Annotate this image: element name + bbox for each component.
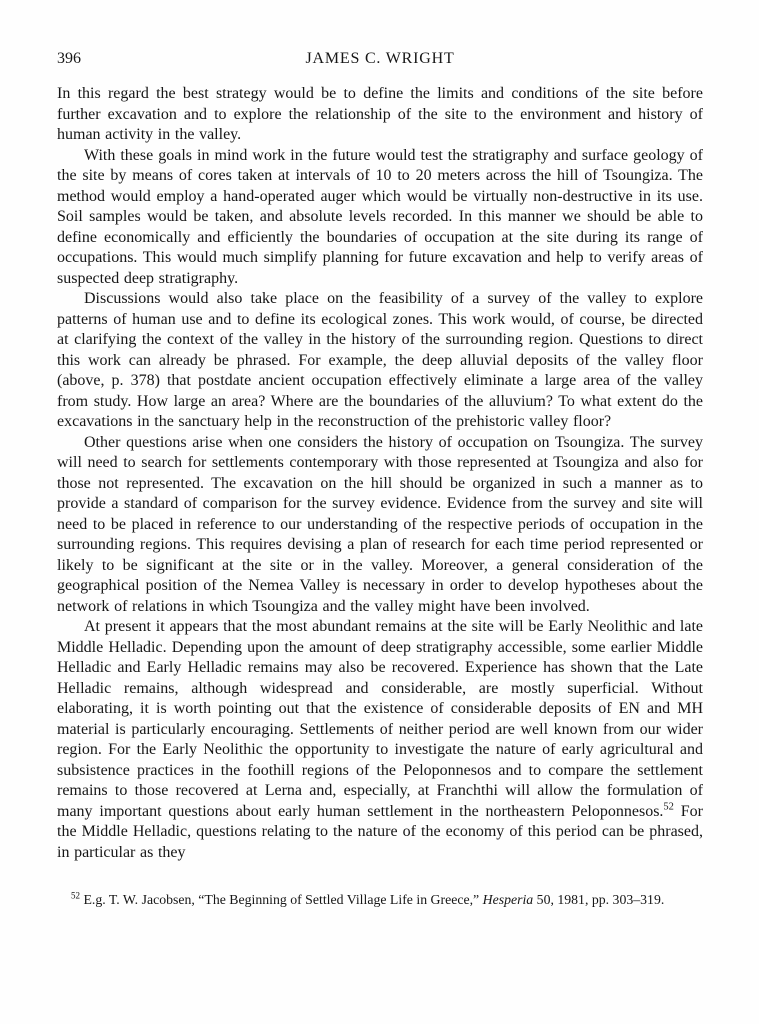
footnote-reference-52: 52 [663, 801, 674, 813]
footnote-marker: 52 [71, 890, 80, 901]
footnote-text: E.g. T. W. Jacobsen, “The Beginning of Settled Village Life in Greece,” [83, 892, 483, 907]
footnote-text: 50, 1981, pp. 303–319. [533, 892, 665, 907]
paragraph: With these goals in mind work in the future would test the stratigraphy and surface geology of the site by means of cores taken at intervals of 10 to 20 meters across the hill of Tsoungiza. The method would employ a hand-operated auger which would be virtually non-destructive in its use. Soil samples would be taken, and absolute levels recorded. In this manner we should be able to define economically and efficiently the boundaries of occupation at the site during its range of occupations. This would much simplify planning for future excavation and help to verify areas of suspected deep stratigraphy. [57, 146, 703, 287]
paragraph-text: At present it appears that the most abundant remains at the site will be Early Neolithic and late Middle Helladic. Depending upon the amount of deep stratigraphy accessible, some earlier Middle Helladic and Early Helladic remains may also be recovered. Experience has shown that the Late Helladic remains, although widespread and considerable, are mostly superficial. Without elaborating, it is worth pointing out that the existence of considerable deposits of EN and MH material is particularly encouraging. Settlements of neither period are well known from our wider region. For the Early Neolithic the opportunity to investigate the nature of early agricultural and subsistence practices in the foothill regions of the Peloponnesos and to compare the settlement remains to those recovered at Lerna and, especially, at Franchthi will allow the formulation of many important questions about early human settlement in the northeastern Peloponnesos. [57, 618, 703, 820]
paragraph: Other questions arise when one considers the history of occupation on Tsoungiza. The survey will need to search for settlements contemporary with those represented at Tsoungiza and also for those not represented. The excavation on the hill should be organized in such a manner as to provide a standard of comparison for the survey evidence. Evidence from the survey and site will need to be placed in reference to our understanding of the respective periods of occupation in the surrounding regions. This requires devising a plan of research for each time period represented or likely to be significant at the site or in the valley. Moreover, a general consideration of the geographical position of the Nemea Valley is necessary in order to develop hypotheses about the network of relations in which Tsoungiza and the valley might have been involved. [57, 433, 703, 615]
running-head-author: JAMES C. WRIGHT [305, 50, 455, 67]
page-number: 396 [57, 50, 81, 67]
running-header [57, 50, 703, 70]
footnote-block [57, 890, 703, 910]
article-body [57, 84, 703, 863]
footnote-52 [57, 890, 703, 910]
paragraph-text: For the Middle Helladic, questions relating to the nature of the economy of this period can be phrased, in particular as they [57, 802, 703, 861]
paragraph: In this regard the best strategy would be to define the limits and conditions of the site before further excavation and to explore the relationship of the site to the environment and history of human activity in the valley. [57, 85, 703, 143]
paragraph: Discussions would also take place on the feasibility of a survey of the valley to explore patterns of human use and to define its ecological zones. This work would, of course, be directed at clarifying the context of the valley in the history of the surrounding region. Questions to direct this work can already be phrased. For example, the deep alluvial deposits of the valley floor (above, p. 378) that postdate ancient occupation effectively eliminate a large area of the valley from study. How large an area? Where are the boundaries of the alluvium? To what extent do the excavations in the sanctuary help in the reconstruction of the prehistoric valley floor? [57, 290, 703, 430]
paragraph [57, 617, 703, 863]
journal-title: Hesperia [482, 892, 534, 907]
